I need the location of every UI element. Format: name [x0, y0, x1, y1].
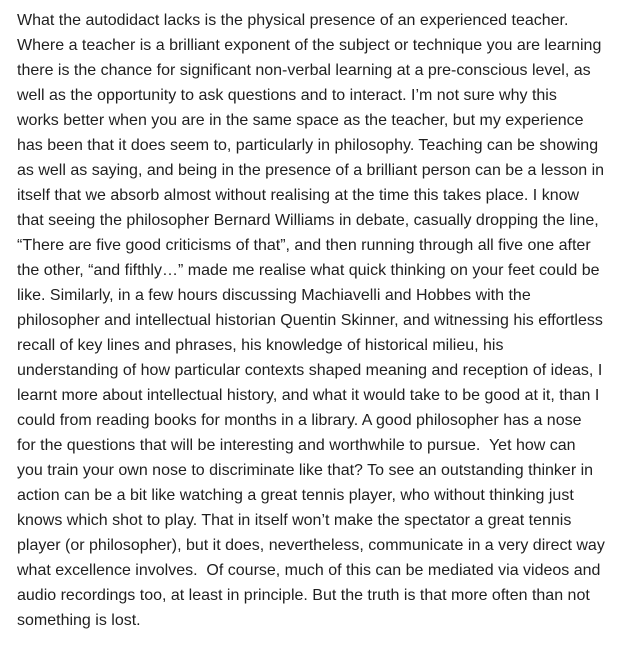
- paragraph-line: What the autodidact lacks is the physical presence of an experienced teacher.: [17, 12, 569, 29]
- paragraph-line: works better when you are in the same space as the teacher, but my experience: [17, 112, 584, 129]
- paragraph-line: recall of key lines and phrases, his knowledge of historical milieu, his: [17, 337, 504, 354]
- paragraph-line: for the questions that will be interesting and worthwhile to pursue. Yet how can: [17, 437, 576, 454]
- paragraph-line: like. Similarly, in a few hours discussing Machiavelli and Hobbes with the: [17, 287, 531, 304]
- body-paragraph: [17, 8, 627, 633]
- paragraph-line: something is lost.: [17, 612, 141, 629]
- paragraph-line: as well as saying, and being in the presence of a brilliant person can be a lesson in: [17, 162, 605, 179]
- paragraph-line: what excellence involves. Of course, much of this can be mediated via videos and: [17, 562, 601, 579]
- paragraph-line: understanding of how particular contexts shaped meaning and reception of ideas, I: [17, 362, 603, 379]
- paragraph-line: “There are five good criticisms of that”, and then running through all five one after: [17, 237, 591, 254]
- paragraph-line: audio recordings too, at least in principle. But the truth is that more often than not: [17, 587, 590, 604]
- paragraph-line: philosopher and intellectual historian Quentin Skinner, and witnessing his effortless: [17, 312, 603, 329]
- paragraph-line: you train your own nose to discriminate like that? To see an outstanding thinker in: [17, 462, 594, 479]
- paragraph-line: itself that we absorb almost without realising at the time this takes place. I know: [17, 187, 580, 204]
- paragraph-line: that seeing the philosopher Bernard Williams in debate, casually dropping the line,: [17, 212, 599, 229]
- paragraph-line: action can be a bit like watching a great tennis player, who without thinking just: [17, 487, 574, 504]
- paragraph-line: the other, “and fifthly…” made me realise what quick thinking on your feet could be: [17, 262, 600, 279]
- paragraph-line: well as the opportunity to ask questions and to interact. I’m not sure why this: [17, 87, 557, 104]
- paragraph-line: learnt more about intellectual history, and what it would take to be good at it, than I: [17, 387, 600, 404]
- paragraph-line: Where a teacher is a brilliant exponent of the subject or technique you are learning: [17, 37, 602, 54]
- paragraph-line: has been that it does seem to, particularly in philosophy. Teaching can be showing: [17, 137, 599, 154]
- paragraph-line: there is the chance for significant non-verbal learning at a pre-conscious level, as: [17, 62, 591, 79]
- paragraph-line: could from reading books for months in a library. A good philosopher has a nose: [17, 412, 582, 429]
- paragraph-line: player (or philosopher), but it does, nevertheless, communicate in a very direct way: [17, 537, 605, 554]
- paragraph-line: knows which shot to play. That in itself won’t make the spectator a great tennis: [17, 512, 572, 529]
